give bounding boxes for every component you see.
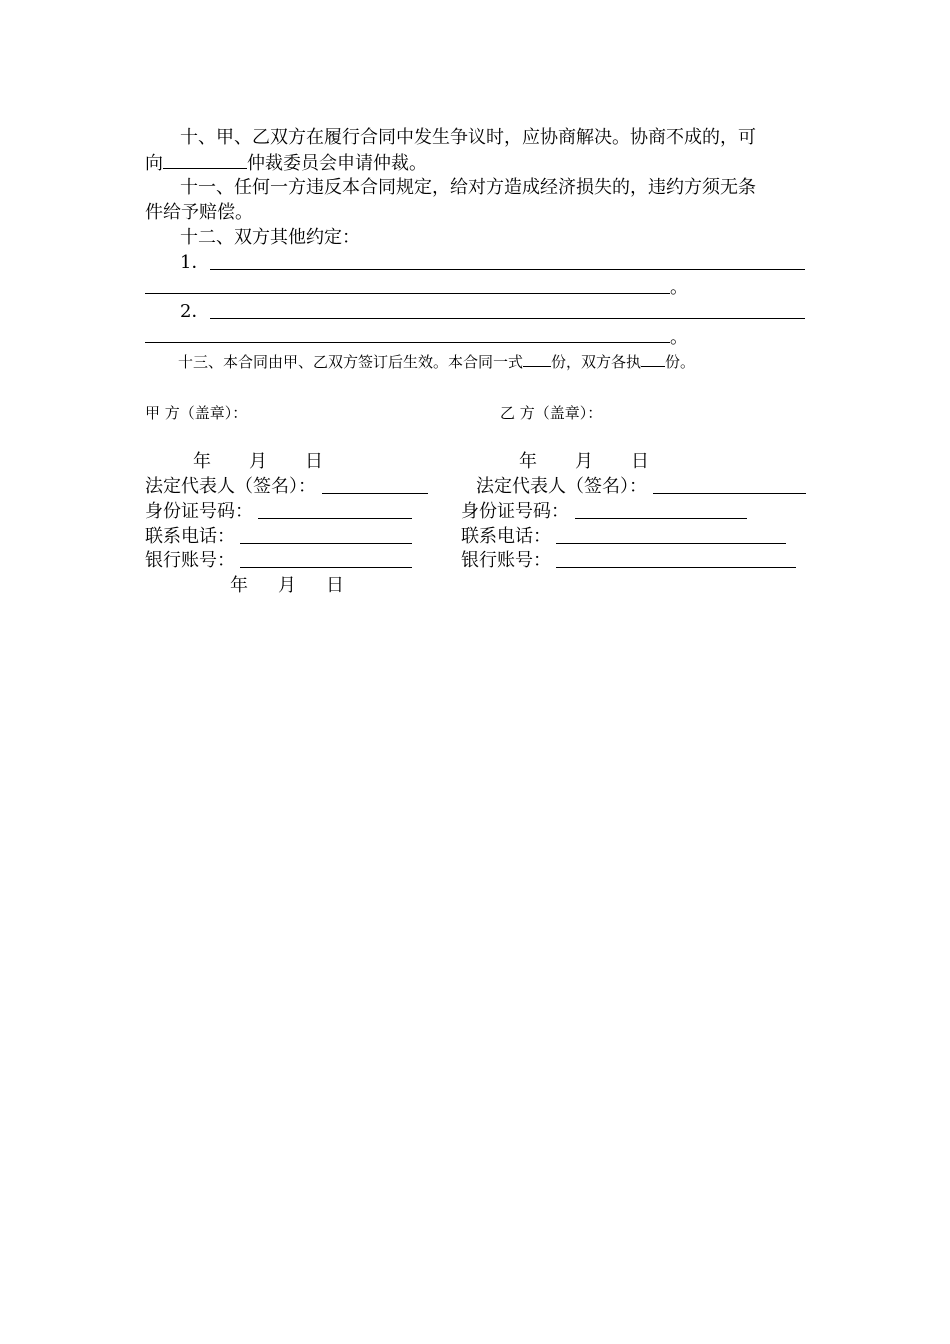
final-day: 日 — [326, 575, 344, 596]
clause-13-part-3: 份。 — [665, 353, 696, 371]
party-a-id-blank[interactable] — [258, 518, 412, 519]
clause-12-heading: 十二、双方其他约定： — [180, 227, 360, 248]
party-b-month: 月 — [575, 451, 593, 472]
party-b-phone-label: 联系电话： — [461, 526, 551, 547]
clause-12-item-1-label: 1． — [180, 252, 210, 273]
party-a-phone-label: 联系电话： — [145, 526, 235, 547]
party-a-bank-blank[interactable] — [240, 567, 412, 568]
party-b-phone-blank[interactable] — [556, 543, 786, 544]
clause-13-part-2: 份，双方各执 — [551, 353, 642, 371]
party-b-rep-blank[interactable] — [653, 493, 806, 494]
copies-total-blank[interactable] — [523, 352, 551, 367]
party-b-id-label: 身份证号码： — [461, 501, 569, 522]
party-a-seal-label: 甲 方（盖章）： — [145, 404, 248, 422]
party-a-phone-blank[interactable] — [240, 543, 412, 544]
party-a-id-label: 身份证号码： — [145, 501, 253, 522]
party-a-day: 日 — [305, 451, 323, 472]
party-b-bank-blank[interactable] — [556, 567, 796, 568]
clause-11-line-2: 件给予赔偿。 — [145, 202, 253, 223]
party-a-month: 月 — [249, 451, 267, 472]
party-a-rep-label: 法定代表人（签名）： — [145, 476, 316, 497]
clause-10-line-1: 十、甲、乙双方在履行合同中发生争议时，应协商解决。协商不成的，可 — [180, 127, 756, 148]
clause-13 — [178, 350, 695, 374]
clause-13-part-1: 十三、本合同由甲、乙双方签订后生效。本合同一式 — [178, 353, 524, 371]
party-b-year: 年 — [519, 451, 537, 472]
clause-12-item-1-blank-line-1[interactable] — [210, 269, 805, 270]
party-b-seal-label: 乙 方（盖章）： — [500, 404, 603, 422]
clause-10-line-2 — [145, 150, 427, 176]
clause-10-prefix: 向 — [145, 153, 163, 174]
party-b-day: 日 — [631, 451, 649, 472]
arbitration-commission-blank[interactable] — [163, 150, 247, 169]
clause-12-item-1-blank-line-2[interactable] — [145, 293, 670, 294]
party-b-rep-label: 法定代表人（签名）： — [476, 476, 647, 497]
clause-12-item-2-end-mark: 。 — [670, 327, 688, 348]
party-b-bank-label: 银行账号： — [461, 550, 551, 571]
party-a-year: 年 — [193, 451, 211, 472]
clause-12-item-2-blank-line-1[interactable] — [210, 318, 805, 319]
party-b-id-blank[interactable] — [575, 518, 747, 519]
final-date — [230, 574, 344, 598]
clause-12-item-2-blank-line-2[interactable] — [145, 342, 670, 343]
party-a-rep-blank[interactable] — [322, 493, 428, 494]
clause-12-item-1-end-mark: 。 — [670, 277, 688, 298]
copies-each-blank[interactable] — [641, 352, 665, 367]
clause-11-line-1: 十一、任何一方违反本合同规定，给对方造成经济损失的，违约方须无条 — [180, 177, 756, 198]
party-a-bank-label: 银行账号： — [145, 550, 235, 571]
party-a-date — [193, 450, 323, 474]
final-year: 年 — [230, 575, 248, 596]
clause-10-suffix: 仲裁委员会申请仲裁。 — [247, 153, 427, 174]
clause-12-item-2-label: 2． — [180, 301, 210, 322]
party-b-date — [519, 450, 649, 474]
final-month: 月 — [278, 575, 296, 596]
